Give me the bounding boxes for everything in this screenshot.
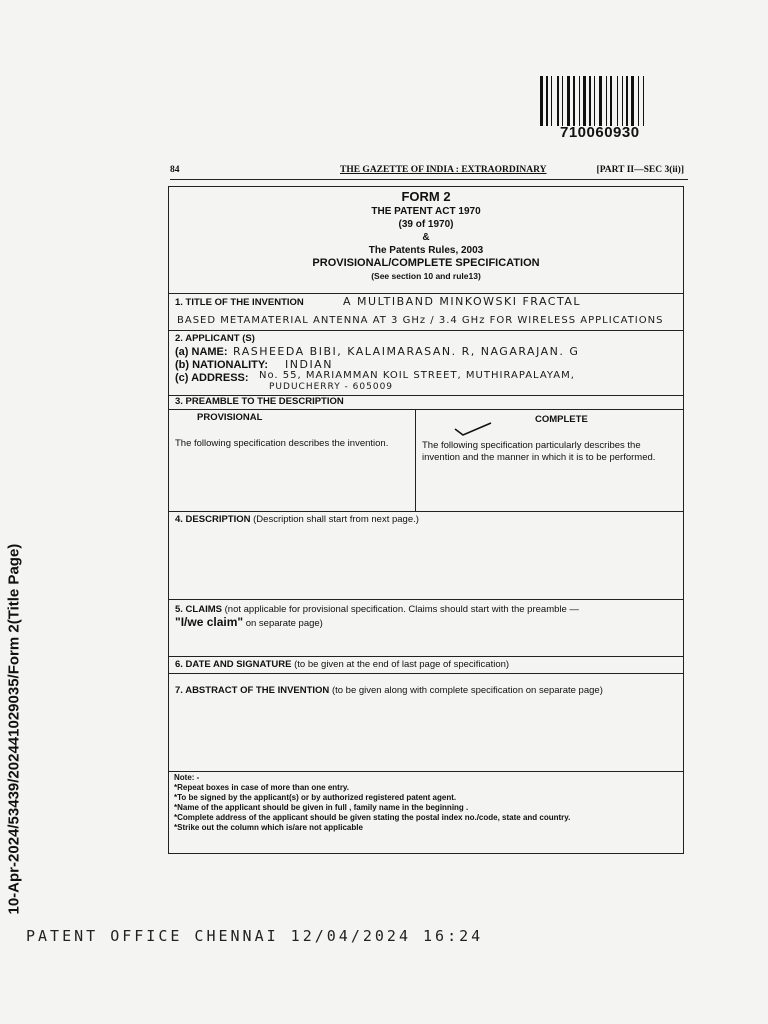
divider [169, 511, 683, 512]
gazette-title: THE GAZETTE OF INDIA : EXTRAORDINARY [340, 165, 547, 175]
rules-title: The Patents Rules, 2003 [368, 245, 484, 256]
barcode-bar [608, 76, 609, 126]
title-line2: BASED METAMATERIAL ANTENNA AT 3 GHz / 3.4 GHz FOR WIRELESS APPLICATIONS [177, 315, 664, 326]
address-line2: PUDUCHERRY - 605009 [269, 382, 394, 392]
note-item: *To be signed by the applicant(s) or by authorized registered patent agent. [174, 793, 457, 802]
barcode-bar [599, 76, 602, 126]
barcode [540, 76, 682, 126]
barcode-bar [594, 76, 595, 126]
barcode-bar [592, 76, 593, 126]
divider [169, 599, 683, 600]
barcode-bar [643, 76, 644, 126]
claims-note: (not applicable for provisional specification. Claims should start with the preamble — [224, 604, 579, 615]
barcode-bar [573, 76, 575, 126]
divider [169, 673, 683, 674]
description-note: (Description shall start from next page.) [253, 514, 419, 525]
barcode-bar [557, 76, 559, 126]
barcode-bar [583, 76, 586, 126]
divider [169, 409, 683, 410]
note-item: *Strike out the column which is/are not applicable [174, 823, 363, 832]
abstract-label [175, 685, 645, 697]
barcode-bar [549, 76, 550, 126]
barcode-bar [603, 76, 605, 126]
barcode-bar [564, 76, 566, 126]
date-signature-label-text: 6. DATE AND SIGNATURE [175, 659, 292, 670]
date-signature-note: (to be given at the end of last page of specification) [294, 659, 510, 670]
barcode-bar [596, 76, 598, 126]
barcode-bar [579, 76, 580, 126]
description-label-text: 4. DESCRIPTION [175, 514, 251, 525]
note-item: *Complete address of the applicant should be given stating the postal index no./code, state and country. [174, 813, 571, 822]
description-label [175, 514, 419, 525]
date-signature-label [175, 659, 509, 670]
barcode-bar [640, 76, 642, 126]
checkmark-icon [453, 421, 493, 437]
note-item: *Name of the applicant should be given in full , family name in the beginning . [174, 803, 469, 812]
claims-note2: on separate page) [245, 618, 323, 629]
name-label: (a) NAME: [175, 346, 228, 358]
divider [169, 330, 683, 331]
side-reference: 10-Apr-2024/53439/202441029035/Form 2(Title Page) [5, 543, 23, 915]
barcode-bar [638, 76, 639, 126]
form-title: FORM 2 [401, 189, 451, 204]
barcode-bar [553, 76, 556, 126]
barcode-bar [629, 76, 630, 126]
spec-title: PROVISIONAL/COMPLETE SPECIFICATION [312, 257, 540, 269]
barcode-bar [624, 76, 625, 126]
note-item: *Repeat boxes in case of more than one entry. [174, 783, 350, 792]
address-line1: No. 55, MARIAMMAN KOIL STREET, MUTHIRAPALAYAM, [259, 370, 575, 381]
claims-phrase: "I/we claim" [175, 615, 244, 629]
barcode-bar [610, 76, 612, 126]
ampersand: & [422, 232, 430, 243]
address-label: (c) ADDRESS: [175, 372, 249, 384]
barcode-bar [551, 76, 552, 126]
abstract-note: (to be given along with complete specification on separate page) [331, 685, 603, 696]
divider [169, 293, 683, 294]
notes-head: Note: - [174, 773, 200, 782]
gazette-page: 84 [170, 165, 180, 175]
office-stamp: PATENT OFFICE CHENNAI 12/04/2024 16:24 [26, 927, 484, 945]
barcode-bar [617, 76, 618, 126]
applicant-label: 2. APPLICANT (S) [175, 333, 255, 344]
barcode-bar [546, 76, 548, 126]
barcode-bar [619, 76, 621, 126]
barcode-bar [562, 76, 563, 126]
notes [174, 773, 674, 833]
barcode-bar [631, 76, 634, 126]
barcode-number: 710060930 [560, 124, 640, 141]
barcode-bar [613, 76, 616, 126]
abstract-label-text: 7. ABSTRACT OF THE INVENTION [175, 685, 330, 696]
barcode-bar [645, 76, 648, 126]
divider [169, 656, 683, 657]
provisional-heading: PROVISIONAL [197, 412, 263, 423]
name-value: RASHEEDA BIBI, KALAIMARASAN. R, NAGARAJAN. G [233, 345, 580, 358]
provisional-text: The following specification describes the invention. [175, 438, 389, 449]
nationality-value: INDIAN [285, 358, 333, 371]
barcode-bar [587, 76, 588, 126]
barcode-bar [540, 76, 543, 126]
barcode-bar [622, 76, 623, 126]
title-label: 1. TITLE OF THE INVENTION [175, 297, 304, 308]
complete-heading: COMPLETE [535, 414, 588, 425]
gazette-part: [PART II—SEC 3(ii)] [596, 165, 684, 175]
act-number: (39 of 1970) [398, 219, 454, 230]
form-box [168, 186, 684, 854]
barcode-bar [571, 76, 572, 126]
nationality-label: (b) NATIONALITY: [175, 359, 269, 371]
gazette-header [170, 163, 688, 180]
barcode-bar [576, 76, 578, 126]
see-section: (See section 10 and rule13) [371, 271, 481, 281]
claims-label [175, 603, 679, 630]
barcode-bar [544, 76, 545, 126]
act-title: THE PATENT ACT 1970 [371, 206, 481, 217]
title-line1: A MULTIBAND MINKOWSKI FRACTAL [343, 295, 582, 308]
barcode-bar [635, 76, 637, 126]
divider [169, 771, 683, 772]
column-divider [415, 409, 416, 511]
barcode-bar [581, 76, 582, 126]
barcode-bar [560, 76, 561, 126]
claims-label-text: 5. CLAIMS [175, 604, 222, 615]
form-header [169, 189, 683, 283]
complete-text: The following specification particularly describes the invention and the manner in which it is to be performed. [422, 440, 656, 463]
barcode-bar [626, 76, 628, 126]
barcode-bar [606, 76, 607, 126]
barcode-bar [589, 76, 591, 126]
preamble-label: 3. PREAMBLE TO THE DESCRIPTION [175, 396, 344, 407]
barcode-bar [567, 76, 570, 126]
